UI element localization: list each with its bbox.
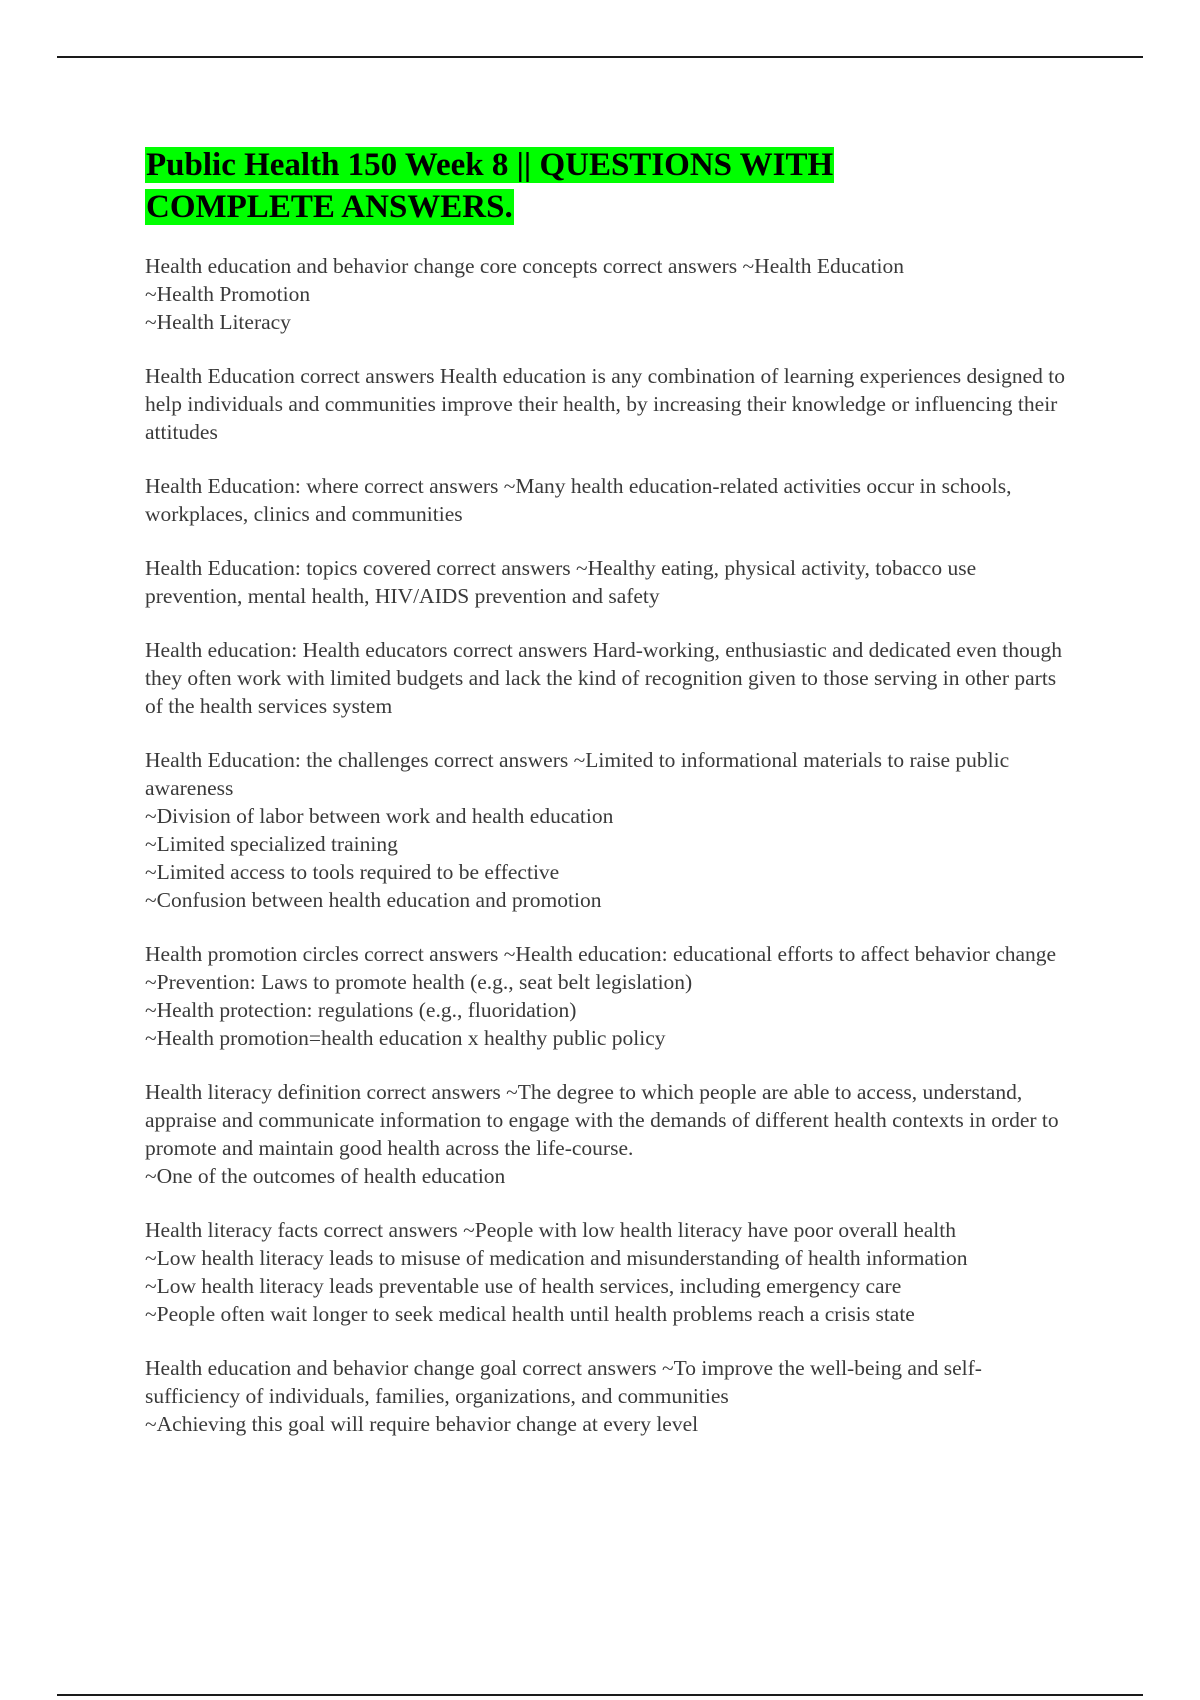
- bottom-rule: [57, 1694, 1143, 1696]
- qa-bullet: ~Health protection: regulations (e.g., fluoridation): [145, 998, 577, 1022]
- qa-bullet: ~Limited specialized training: [145, 832, 398, 856]
- qa-text: Health literacy facts correct answers ~People with low health literacy have poor overall health: [145, 1218, 956, 1242]
- qa-bullet: ~Confusion between health education and promotion: [145, 888, 602, 912]
- qa-bullet: ~Division of labor between work and health education: [145, 804, 614, 828]
- qa-bullet: ~Health Literacy: [145, 310, 291, 334]
- qa-bullet: ~Health Promotion: [145, 282, 311, 306]
- qa-bullet: ~Health promotion=health education x healthy public policy: [145, 1026, 666, 1050]
- qa-text: Health Education: where correct answers ~Many health education-related activities occur in schools, workplaces, clinics and communities: [145, 474, 1012, 526]
- qa-bullet: ~Low health literacy leads preventable use of health services, including emergency care: [145, 1274, 902, 1298]
- qa-entry: [145, 636, 1065, 720]
- qa-text: Health Education: the challenges correct answers ~Limited to informational materials to raise public awareness: [145, 748, 1010, 800]
- qa-text: Health Education: topics covered correct answers ~Healthy eating, physical activity, tobacco use prevention, mental health, HIV/AIDS prevention and safety: [145, 556, 977, 608]
- qa-text: Health education and behavior change core concepts correct answers ~Health Education: [145, 254, 905, 278]
- title-line-2: COMPLETE ANSWERS.: [146, 189, 513, 225]
- qa-entry: [145, 1078, 1065, 1190]
- qa-text: Health promotion circles correct answers ~Health education: educational efforts to affect behavior change: [145, 942, 1057, 966]
- qa-text: Health education and behavior change goal correct answers ~To improve the well-being and self-sufficiency of individuals, families, organizations, and communities: [145, 1356, 982, 1408]
- title-line-1: Public Health 150 Week 8 || QUESTIONS WITH: [146, 147, 834, 183]
- qa-entry: [145, 362, 1065, 446]
- qa-entry: [145, 1354, 1065, 1438]
- document-title: [145, 144, 1065, 228]
- qa-entry: [145, 554, 1065, 610]
- qa-entry: [145, 940, 1065, 1052]
- qa-bullet: ~One of the outcomes of health education: [145, 1164, 506, 1188]
- qa-bullet: ~Low health literacy leads to misuse of medication and misunderstanding of health information: [145, 1246, 968, 1270]
- qa-text: Health literacy definition correct answers ~The degree to which people are able to access, understand, appraise and communicate information to engage with the demands of different health contexts in order to promote and maintain good health across the life-course.: [145, 1080, 1059, 1160]
- qa-entry: [145, 746, 1065, 914]
- document-body: [145, 144, 1065, 1464]
- qa-bullet: ~Prevention: Laws to promote health (e.g., seat belt legislation): [145, 970, 693, 994]
- top-rule: [57, 56, 1143, 58]
- qa-bullet: ~People often wait longer to seek medical health until health problems reach a crisis state: [145, 1302, 915, 1326]
- qa-text: Health education: Health educators correct answers Hard-working, enthusiastic and dedicated even though they often work with limited budgets and lack the kind of recognition given to those serving in other parts of the health services system: [145, 638, 1062, 718]
- qa-bullet: ~Limited access to tools required to be effective: [145, 860, 560, 884]
- qa-entry: [145, 1216, 1065, 1328]
- qa-entry: [145, 472, 1065, 528]
- qa-entry: [145, 252, 1065, 336]
- qa-text: Health Education correct answers Health education is any combination of learning experiences designed to help individuals and communities improve their health, by increasing their knowledge or influencing their attitudes: [145, 364, 1065, 444]
- qa-bullet: ~Achieving this goal will require behavior change at every level: [145, 1412, 699, 1436]
